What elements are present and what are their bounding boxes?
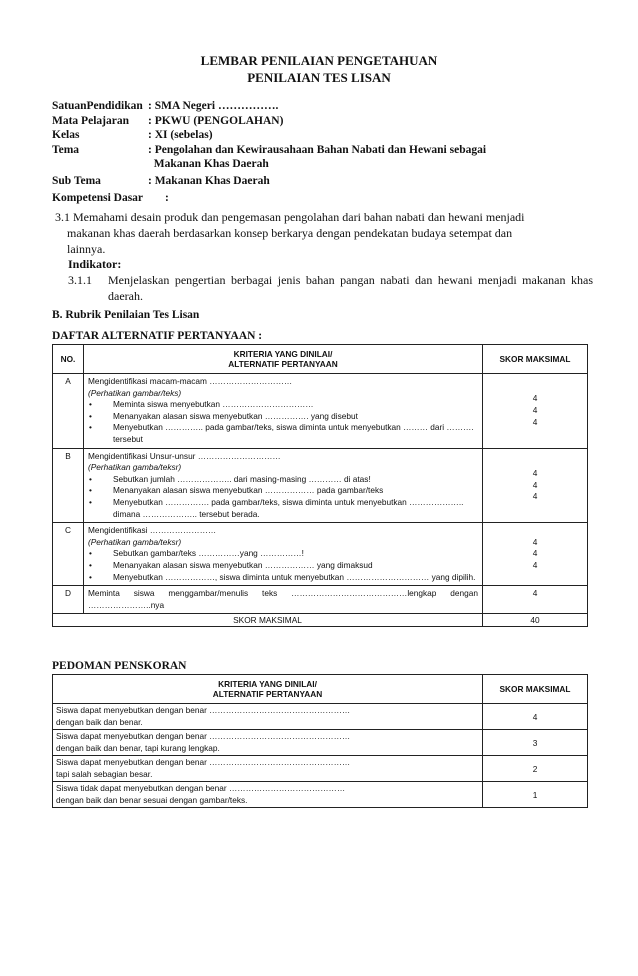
table-row: Siswa dapat menyebutkan dengan benar …………………………………………… tapi salah sebagian besar. 2 bbox=[53, 756, 588, 782]
identity-block bbox=[52, 99, 612, 188]
list-item: • Sebutkan gambar/teks ……………yang ……………! bbox=[89, 548, 304, 559]
table-row: Siswa dapat menyebutkan dengan benar …………………………………………… dengan baik dan benar, tapi kurang lengkap. 3 bbox=[53, 730, 588, 756]
table-header-row bbox=[53, 345, 588, 374]
table-row: Siswa dapat menyebutkan dengan benar …………………………………………… dengan baik dan benar. 4 bbox=[53, 704, 588, 730]
table-row: A Mengidentifikasi macam-macam ………………………… (Perhatikan gambar/teks) • Meminta siswa menyebutkan …………………………… • Menanyakan alasan siswa menyebutkan ……………. yang disebut • Menyebutkan ………….. pada gambar/teks, siswa diminta untuk menyebutkan ……… dari ………. tersebut 4 4 4 bbox=[53, 374, 588, 449]
col-no-header: NO. bbox=[53, 345, 84, 374]
indikator-item: 3.1.1 Menjelaskan pengertian berbagai jenis bahan pangan nabati dan hewani menjadi makanan khas daerah. bbox=[68, 273, 593, 303]
list-item: • Menyebutkan ………………, siswa diminta untuk menyebutkan ………………………… yang dipilih. bbox=[89, 571, 476, 582]
info-row: Sub Tema : Makanan Khas Daerah bbox=[52, 174, 270, 187]
list-item: • Menyebutkan ……………. pada gambar/teks, siswa diminta untuk menyebutkan ……………….. dimana ……………….. tersebut berada. bbox=[89, 496, 464, 519]
table-row: Siswa tidak dapat menyebutkan dengan benar …………………………………… dengan baik dan benar sesuai dengan gambar/teks. 1 bbox=[53, 782, 588, 808]
total-row: SKOR MAKSIMAL 40 bbox=[53, 614, 588, 627]
document-title: LEMBAR PENILAIAN PENGETAHUAN bbox=[200, 53, 438, 68]
info-row: Tema : Pengolahan dan Kewirausahaan Bahan Nabati dan Hewani sebagai bbox=[52, 143, 487, 156]
table-row: C Mengidentifikasi …………………… (Perhatikan gamba/teksr) • Sebutkan gambar/teks ……………yang ……………! • Menanyakan alasan siswa menyebutkan ……………… yang dimaksud • Menyebutkan ………………, siswa diminta untuk menyebutkan ………………………… yang dipilih. 4 4 4 bbox=[53, 523, 588, 586]
list-item: • Sebutkan jumlah ……………….. dari masing-masing ………… di atas! bbox=[89, 473, 371, 484]
document-subtitle: PENILAIAN TES LISAN bbox=[247, 70, 391, 85]
list-item: • Menanyakan alasan siswa menyebutkan ……………… yang dimaksud bbox=[89, 559, 373, 570]
info-row: Mata Pelajaran : PKWU (PENGOLAHAN) bbox=[52, 114, 284, 127]
pedoman-table bbox=[52, 674, 588, 808]
kompetensi-label: Kompetensi Dasar : bbox=[52, 192, 169, 204]
table-row: B Mengidentifikasi Unsur-unsur ………………………… (Perhatikan gamba/teksr) • Sebutkan jumlah ……………….. dari masing-masing ………… di atas! • Menanyakan alasan siswa menyebutkan ……………… pada gambar/teks • Menyebutkan ……………. pada gambar/teks, siswa diminta untuk menyebutkan ……………….. dimana ……………….. tersebut berada. 4 4 4 bbox=[53, 448, 588, 523]
info-row: SatuanPendidikan : SMA Negeri ……………. bbox=[52, 100, 279, 112]
list-item: • Meminta siswa menyebutkan …………………………… bbox=[89, 399, 314, 410]
info-row: Kelas : XI (sebelas) bbox=[52, 129, 213, 141]
kompetensi-text: 3.1 Memahami desain produk dan pengemasan pengolahan dari bahan nabati dan hewani menjadi makanan khas daerah berdasarkan konsep berkarya dengan pendekatan budaya setempat dan lainnya. bbox=[55, 210, 525, 256]
pedoman-heading: PEDOMAN PENSKORAN bbox=[52, 660, 187, 672]
list-item: • Menanyakan alasan siswa menyebutkan ……………… pada gambar/teks bbox=[89, 485, 384, 496]
col-score-header: SKOR MAKSIMAL bbox=[483, 675, 588, 704]
table-row: D Meminta siswa menggambar/menulis teks ……………………………………lengkap dengan …………………..nya 4 bbox=[53, 586, 588, 614]
list-item: • Menyebutkan ………….. pada gambar/teks, siswa diminta untuk menyebutkan ……… dari ………. tersebut bbox=[89, 422, 474, 444]
col-score-header: SKOR MAKSIMAL bbox=[483, 345, 588, 374]
section-b-heading: B. Rubrik Penilaian Tes Lisan bbox=[52, 309, 200, 321]
col-criteria-header: KRITERIA YANG DINILAI/ ALTERNATIF PERTANYAAN bbox=[53, 675, 483, 704]
list-item: • Menanyakan alasan siswa menyebutkan ……………. yang disebut bbox=[89, 410, 358, 421]
rubric-table bbox=[52, 344, 588, 627]
table-header-row bbox=[53, 675, 588, 704]
indikator-label: Indikator: bbox=[68, 257, 122, 271]
info-row: Makanan Khas Daerah bbox=[148, 158, 269, 170]
col-criteria-header: KRITERIA YANG DINILAI/ ALTERNATIF PERTANYAAN bbox=[84, 345, 483, 374]
daftar-heading: DAFTAR ALTERNATIF PERTANYAAN : bbox=[52, 330, 263, 342]
